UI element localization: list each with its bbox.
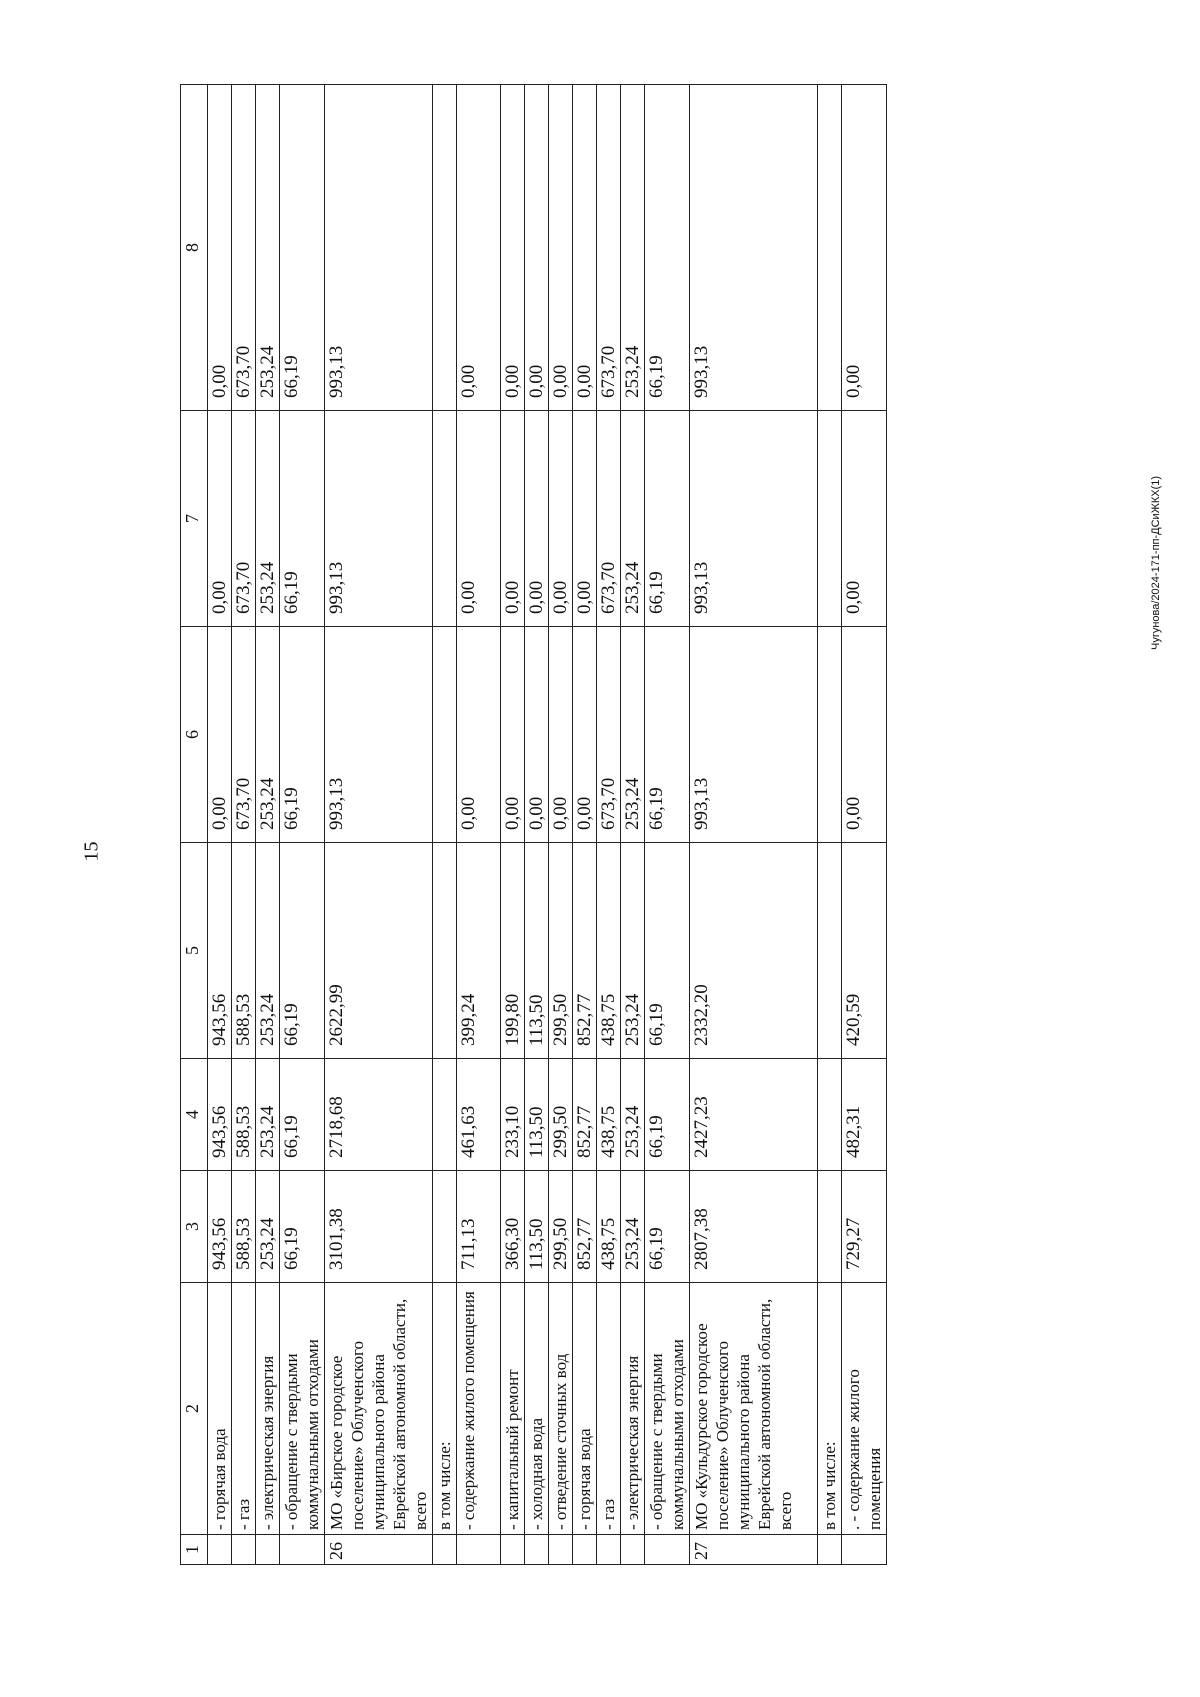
value-cell-c6: 993,13 [690, 627, 818, 843]
value-cell-c4: 66,19 [645, 1059, 690, 1171]
footer-document-code: Чугунова/2024-171-пп-ДСиЖКХ(1) [1150, 475, 1162, 650]
row-number-cell [842, 1535, 887, 1565]
value-cell-c7 [433, 411, 457, 627]
value-cell-c3: 729,27 [842, 1171, 887, 1283]
value-cell-c6: 66,19 [645, 627, 690, 843]
value-cell-c6: 253,24 [621, 627, 645, 843]
item-name-cell: в том числе: [818, 1283, 842, 1535]
value-cell-c5: 420,59 [842, 843, 887, 1059]
value-cell-c6: 993,13 [325, 627, 433, 843]
value-cell-c7: 0,00 [573, 411, 597, 627]
value-cell-c5: 943,56 [208, 843, 232, 1059]
value-cell-c8: 0,00 [457, 85, 501, 411]
value-cell-c3: 366,30 [501, 1171, 525, 1283]
header-cell: 3 [181, 1171, 208, 1283]
value-cell-c8: 253,24 [256, 85, 280, 411]
table-row [457, 85, 501, 1565]
table-body [181, 85, 887, 1565]
row-number-cell: 27 [690, 1535, 818, 1565]
row-number-cell [232, 1535, 256, 1565]
table-header-row [181, 85, 208, 1565]
table-row [818, 85, 842, 1565]
value-cell-c3: 3101,38 [325, 1171, 433, 1283]
value-cell-c8: 673,70 [232, 85, 256, 411]
value-cell-c5 [433, 843, 457, 1059]
value-cell-c3 [818, 1171, 842, 1283]
value-cell-c8: 0,00 [842, 85, 887, 411]
value-cell-c4: 299,50 [549, 1059, 573, 1171]
value-cell-c4: 482,31 [842, 1059, 887, 1171]
value-cell-c3: 588,53 [232, 1171, 256, 1283]
value-cell-c5: 2622,99 [325, 843, 433, 1059]
item-name-cell: - обращение с твердыми коммунальными отходами [645, 1283, 690, 1535]
item-name-cell: МО «Кульдурское городское поселение» Облученского муниципального района Еврейской автономной области, всего [690, 1283, 818, 1535]
value-cell-c7: 993,13 [690, 411, 818, 627]
header-cell: 2 [181, 1283, 208, 1535]
value-cell-c7: 993,13 [325, 411, 433, 627]
header-cell: 4 [181, 1059, 208, 1171]
value-cell-c8: 993,13 [325, 85, 433, 411]
value-cell-c5: 852,77 [573, 843, 597, 1059]
value-cell-c6: 253,24 [256, 627, 280, 843]
row-number-cell [433, 1535, 457, 1565]
value-cell-c7: 0,00 [457, 411, 501, 627]
item-name-cell: . - содержание жилого помещения [842, 1283, 887, 1535]
value-cell-c7: 0,00 [208, 411, 232, 627]
value-cell-c8: 0,00 [525, 85, 549, 411]
value-cell-c8 [818, 85, 842, 411]
value-cell-c4: 2718,68 [325, 1059, 433, 1171]
header-cell: 7 [181, 411, 208, 627]
value-cell-c3: 438,75 [597, 1171, 621, 1283]
value-cell-c6 [433, 627, 457, 843]
value-cell-c8: 993,13 [690, 85, 818, 411]
row-number-cell [597, 1535, 621, 1565]
item-name-cell: - содержание жилого помещения [457, 1283, 501, 1535]
value-cell-c3 [433, 1171, 457, 1283]
value-cell-c5: 438,75 [597, 843, 621, 1059]
value-cell-c7 [818, 411, 842, 627]
table-row [621, 85, 645, 1565]
value-cell-c7: 0,00 [842, 411, 887, 627]
value-cell-c4: 113,50 [525, 1059, 549, 1171]
table-row [842, 85, 887, 1565]
row-number-cell: 26 [325, 1535, 433, 1565]
row-number-cell [573, 1535, 597, 1565]
value-cell-c8: 0,00 [573, 85, 597, 411]
header-cell: 1 [181, 1535, 208, 1565]
value-cell-c6: 0,00 [549, 627, 573, 843]
value-cell-c5: 2332,20 [690, 843, 818, 1059]
value-cell-c3: 66,19 [280, 1171, 325, 1283]
table-row [208, 85, 232, 1565]
value-cell-c7: 0,00 [501, 411, 525, 627]
row-number-cell [280, 1535, 325, 1565]
value-cell-c7: 0,00 [549, 411, 573, 627]
value-cell-c8: 0,00 [549, 85, 573, 411]
value-cell-c3: 299,50 [549, 1171, 573, 1283]
value-cell-c5: 299,50 [549, 843, 573, 1059]
value-cell-c3: 113,50 [525, 1171, 549, 1283]
value-cell-c7: 0,00 [525, 411, 549, 627]
value-cell-c5: 253,24 [256, 843, 280, 1059]
table-row [549, 85, 573, 1565]
value-cell-c8: 66,19 [280, 85, 325, 411]
item-name-cell: - газ [232, 1283, 256, 1535]
value-cell-c7: 66,19 [280, 411, 325, 627]
value-cell-c6: 673,70 [232, 627, 256, 843]
header-cell: 6 [181, 627, 208, 843]
item-name-cell: - обращение с твердыми коммунальными отходами [280, 1283, 325, 1535]
value-cell-c5: 588,53 [232, 843, 256, 1059]
value-cell-c7: 673,70 [597, 411, 621, 627]
value-cell-c4 [433, 1059, 457, 1171]
value-cell-c4: 588,53 [232, 1059, 256, 1171]
table-row [573, 85, 597, 1565]
value-cell-c3: 2807,38 [690, 1171, 818, 1283]
value-cell-c8: 253,24 [621, 85, 645, 411]
value-cell-c6: 0,00 [457, 627, 501, 843]
item-name-cell: - горячая вода [573, 1283, 597, 1535]
table-row [597, 85, 621, 1565]
table-row [325, 85, 433, 1565]
value-cell-c6: 0,00 [208, 627, 232, 843]
table-row [645, 85, 690, 1565]
value-cell-c4: 2427,23 [690, 1059, 818, 1171]
header-cell: 5 [181, 843, 208, 1059]
row-number-cell [525, 1535, 549, 1565]
value-cell-c5: 66,19 [645, 843, 690, 1059]
tariff-table [180, 84, 887, 1565]
value-cell-c7: 253,24 [256, 411, 280, 627]
value-cell-c4: 253,24 [256, 1059, 280, 1171]
value-cell-c3: 253,24 [621, 1171, 645, 1283]
value-cell-c3: 253,24 [256, 1171, 280, 1283]
rotated-table-container [180, 85, 1112, 1565]
table-row [256, 85, 280, 1565]
row-number-cell [208, 1535, 232, 1565]
value-cell-c3: 711,13 [457, 1171, 501, 1283]
value-cell-c6: 673,70 [597, 627, 621, 843]
value-cell-c5: 199,80 [501, 843, 525, 1059]
value-cell-c3: 66,19 [645, 1171, 690, 1283]
item-name-cell: в том числе: [433, 1283, 457, 1535]
item-name-cell: МО «Бирское городское поселение» Облученского муниципального района Еврейской автономной области, всего [325, 1283, 433, 1535]
value-cell-c4: 943,56 [208, 1059, 232, 1171]
table-row [280, 85, 325, 1565]
item-name-cell: - электрическая энергия [256, 1283, 280, 1535]
value-cell-c8: 0,00 [501, 85, 525, 411]
table-row [525, 85, 549, 1565]
row-number-cell [256, 1535, 280, 1565]
item-name-cell: - холодная вода [525, 1283, 549, 1535]
table-row [232, 85, 256, 1565]
row-number-cell [818, 1535, 842, 1565]
row-number-cell [621, 1535, 645, 1565]
value-cell-c3: 852,77 [573, 1171, 597, 1283]
item-name-cell: - газ [597, 1283, 621, 1535]
value-cell-c6: 0,00 [842, 627, 887, 843]
value-cell-c7: 253,24 [621, 411, 645, 627]
value-cell-c6: 0,00 [573, 627, 597, 843]
row-number-cell [501, 1535, 525, 1565]
value-cell-c4 [818, 1059, 842, 1171]
value-cell-c4: 852,77 [573, 1059, 597, 1171]
value-cell-c4: 253,24 [621, 1059, 645, 1171]
page-number: 15 [80, 841, 103, 862]
value-cell-c4: 438,75 [597, 1059, 621, 1171]
item-name-cell: - отведение сточных вод [549, 1283, 573, 1535]
value-cell-c8: 0,00 [208, 85, 232, 411]
value-cell-c5: 66,19 [280, 843, 325, 1059]
item-name-cell: - электрическая энергия [621, 1283, 645, 1535]
value-cell-c8: 673,70 [597, 85, 621, 411]
value-cell-c4: 66,19 [280, 1059, 325, 1171]
header-cell: 8 [181, 85, 208, 411]
table-row [433, 85, 457, 1565]
table-row [501, 85, 525, 1565]
value-cell-c5: 399,24 [457, 843, 501, 1059]
value-cell-c6 [818, 627, 842, 843]
value-cell-c6: 0,00 [501, 627, 525, 843]
item-name-cell: - капитальный ремонт [501, 1283, 525, 1535]
value-cell-c8: 66,19 [645, 85, 690, 411]
row-number-cell [549, 1535, 573, 1565]
value-cell-c7: 673,70 [232, 411, 256, 627]
value-cell-c4: 461,63 [457, 1059, 501, 1171]
row-number-cell [645, 1535, 690, 1565]
value-cell-c5: 253,24 [621, 843, 645, 1059]
table-row [690, 85, 818, 1565]
value-cell-c6: 0,00 [525, 627, 549, 843]
row-number-cell [457, 1535, 501, 1565]
value-cell-c7: 66,19 [645, 411, 690, 627]
value-cell-c5: 113,50 [525, 843, 549, 1059]
item-name-cell: - горячая вода [208, 1283, 232, 1535]
value-cell-c8 [433, 85, 457, 411]
value-cell-c3: 943,56 [208, 1171, 232, 1283]
value-cell-c5 [818, 843, 842, 1059]
value-cell-c4: 233,10 [501, 1059, 525, 1171]
value-cell-c6: 66,19 [280, 627, 325, 843]
